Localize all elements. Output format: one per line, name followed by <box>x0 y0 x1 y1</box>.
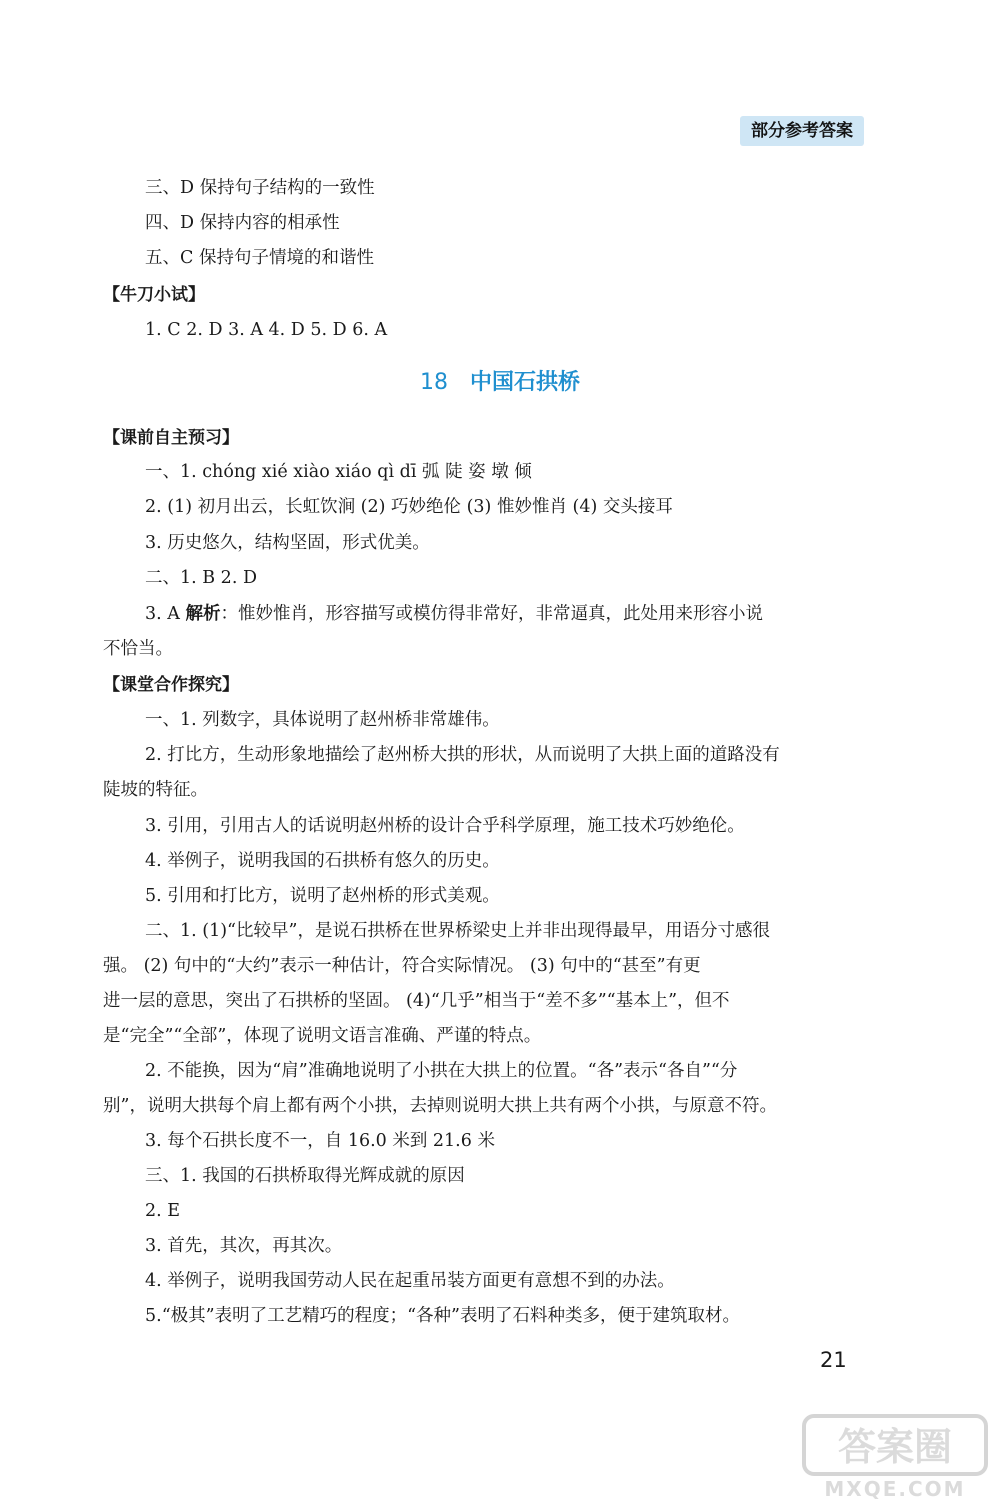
answer-line: 2. 不能换，因为“肩”准确地说明了小拱在大拱上的位置。“各”表示“各自”“分 <box>145 1061 738 1081</box>
answer-line: 3. 首先，其次，再其次。 <box>145 1236 343 1256</box>
answer-line: 3. 历史悠久，结构坚固，形式优美。 <box>145 533 430 553</box>
answer-line: 1. C 2. D 3. A 4. D 5. D 6. A <box>145 320 388 340</box>
svg-text:答案圈: 答案圈 <box>837 1425 953 1469</box>
answer-line: 别”，说明大拱每个肩上都有两个小拱，去掉则说明大拱上共有两个小拱，与原意不符。 <box>103 1096 777 1116</box>
answer-line: 三、1. 我国的石拱桥取得光辉成就的原因 <box>145 1166 465 1186</box>
section-heading-explore: 【课堂合作探究】 <box>103 675 239 695</box>
lesson-number: 18 <box>419 370 448 395</box>
svg-text:MXQE.COM: MXQE.COM <box>824 1477 966 1500</box>
lesson-title <box>0 366 1000 400</box>
answer-line: 4. 举例子，说明我国的石拱桥有悠久的历史。 <box>145 851 500 871</box>
answer-prefix: 3. A <box>145 604 186 624</box>
answer-line: 2. E <box>145 1201 181 1221</box>
watermark-logo <box>800 1412 990 1500</box>
answer-line: 强。 (2) 句中的“大约”表示一种估计，符合实际情况。 (3) 句中的“甚至”有更 <box>103 956 701 976</box>
answer-line: 二、1. (1)“比较早”，是说石拱桥在世界桥梁史上并非出现得最早，用语分寸感很 <box>145 921 770 941</box>
analysis-continuation: 不恰当。 <box>103 639 173 659</box>
lesson-title-text: 中国石拱桥 <box>469 370 580 395</box>
answer-line: 一、1. 列数字，具体说明了赵州桥非常雄伟。 <box>145 710 500 730</box>
analysis-label: 解析 <box>185 604 221 624</box>
section-heading-preview: 【课前自主预习】 <box>103 428 239 448</box>
answer-line: 一、1. chóng xié xiào xiáo qì dī 弧 陡 姿 墩 倾 <box>145 462 532 482</box>
section-heading-niudao: 【牛刀小试】 <box>103 285 205 305</box>
answer-line: 陡坡的特征。 <box>103 780 208 800</box>
answer-line: 3. 每个石拱长度不一，自 16.0 米到 21.6 米 <box>145 1131 495 1151</box>
header-tab: 部分参考答案 <box>740 116 864 146</box>
answer-line: 3. 引用，引用古人的话说明赵州桥的设计合乎科学原理，施工技术巧妙绝伦。 <box>145 816 745 836</box>
analysis-line <box>145 602 763 626</box>
answer-line: 是“完全”“全部”，体现了说明文语言准确、严谨的特点。 <box>103 1026 542 1046</box>
analysis-text: ：惟妙惟肖，形容描写或模仿得非常好，非常逼真，此处用来形容小说 <box>220 604 763 624</box>
answer-line: 4. 举例子，说明我国劳动人民在起重吊装方面更有意想不到的办法。 <box>145 1271 675 1291</box>
answer-line: 五、C 保持句子情境的和谐性 <box>145 248 374 268</box>
answer-line: 5. 引用和打比方，说明了赵州桥的形式美观。 <box>145 886 500 906</box>
page-number: 21 <box>820 1348 847 1372</box>
answer-line: 2. (1) 初月出云，长虹饮涧 (2) 巧妙绝伦 (3) 惟妙惟肖 (4) 交头接耳 <box>145 497 673 517</box>
answer-line: 三、D 保持句子结构的一致性 <box>145 178 375 198</box>
answer-line: 5.“极其”表明了工艺精巧的程度；“各种”表明了石料种类多，便于建筑取材。 <box>145 1306 740 1326</box>
answer-line: 2. 打比方，生动形象地描绘了赵州桥大拱的形状，从而说明了大拱上面的道路没有 <box>145 745 780 765</box>
answer-line: 四、D 保持内容的相承性 <box>145 213 340 233</box>
answer-line: 二、1. B 2. D <box>145 568 257 588</box>
answer-line: 进一层的意思，突出了石拱桥的坚固。 (4)“几乎”相当于“差不多”“基本上”，但不 <box>103 991 730 1011</box>
